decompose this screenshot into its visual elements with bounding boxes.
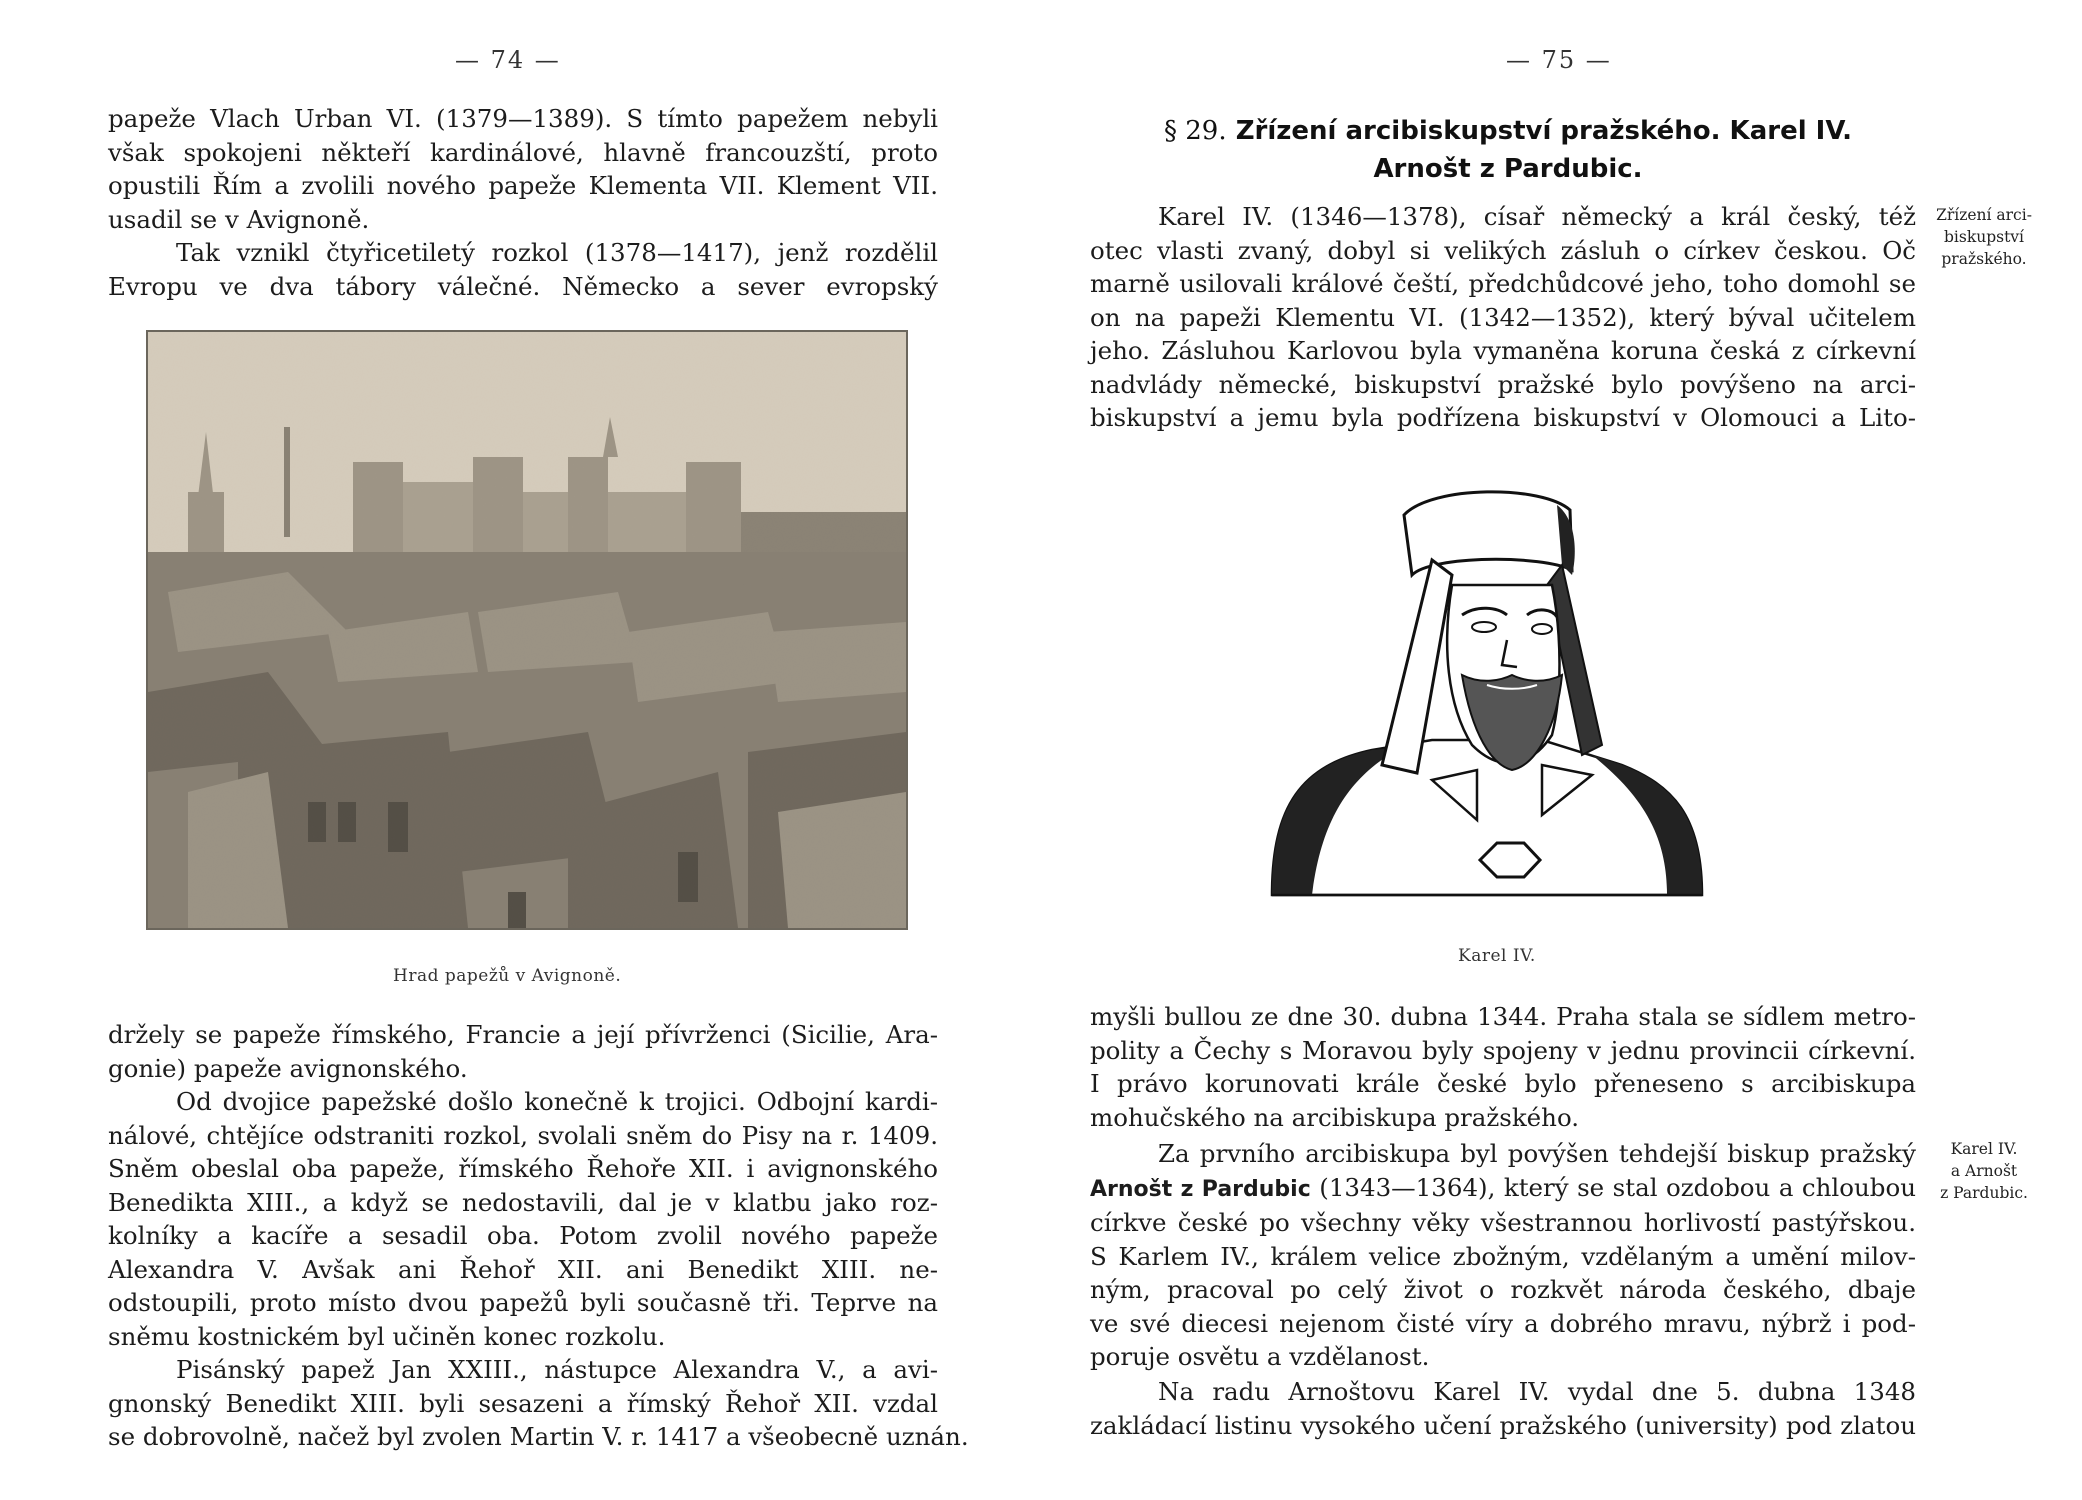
paragraph-1	[108, 102, 938, 236]
margin-note-line: biskupství	[1943, 228, 2025, 246]
text-line: Za prvního arcibiskupa byl povýšen tehdejší biskup pražský	[1158, 1139, 1916, 1168]
text-line: odstoupili, proto místo dvou papežů byli současně tři. Teprve na	[108, 1288, 938, 1317]
margin-note-line: pražského.	[1941, 250, 2027, 268]
paragraph-r3	[1090, 1137, 1916, 1374]
text-line: Tak vznikl čtyřicetiletý rozkol (1378—1417), jenž rozdělil	[176, 238, 938, 267]
text-line: Od dvojice papežské došlo konečně k trojici. Odbojní kardi-	[176, 1087, 938, 1116]
heading-line-1	[1128, 112, 1888, 150]
page-number: — 74 —	[455, 46, 561, 74]
text-line: poruje osvětu a vzdělanost.	[1090, 1342, 1430, 1371]
paragraph-3	[108, 1018, 938, 1085]
text-line: papeže Vlach Urban VI. (1379—1389). S tímto papežem nebyli	[108, 104, 938, 133]
text-fragment: (1343—1364), který se stal ozdobou a chloubou	[1319, 1172, 1916, 1202]
text-line: ve své diecesi nejenom čisté víry a dobrého mravu, nýbrž i pod-	[1090, 1308, 1916, 1338]
text-line: marně usilovali králové čeští, předchůdcové jeho, toho domohl se	[1090, 269, 1916, 298]
text-line: gonie) papeže avignonského.	[108, 1053, 468, 1083]
text-line: Evropu ve dva tábory válečné. Německo a sever evropský	[108, 271, 938, 301]
margin-note-1	[1924, 204, 2044, 270]
text-line: gnonský Benedikt XIII. byli sesazeni a římský Řehoř XII. vzdal	[108, 1388, 938, 1418]
text-line: mohučského na arcibiskupa pražského.	[1090, 1102, 1580, 1132]
text-line: jeho. Zásluhou Karlovou byla vymaněna koruna česká z církevní	[1090, 336, 1916, 365]
text-line: S Karlem IV., králem velice zbožným, vzdělaným a umění milov-	[1090, 1241, 1916, 1271]
text-line: otec vlasti zvaný, dobyl si velikých zásluh o církev českou. Oč	[1090, 235, 1916, 265]
text-line: se dobrovolně, načež byl zvolen Martin V. r. 1417 a všeobecně uznán.	[108, 1422, 969, 1451]
paragraph-4	[108, 1085, 938, 1353]
text-line: myšli bullou ze dne 30. dubna 1344. Praha stala se sídlem metro-	[1090, 1002, 1916, 1031]
text-line: nálové, chtějíce odstraniti rozkol, svolali sněm do Pisy na r. 1409.	[108, 1120, 938, 1150]
portrait-karel-iv-bust	[1262, 475, 1707, 920]
photo-avignon-city	[146, 330, 908, 930]
photo-avignon-illustration	[148, 332, 906, 928]
left-page	[0, 0, 1040, 1500]
paragraph-2	[108, 236, 938, 303]
margin-note-line: Zřízení arci-	[1936, 206, 2032, 224]
text-line: Karel IV. (1346—1378), císař německý a král český, též	[1158, 202, 1916, 231]
text-line: Sněm obeslal oba papeže, římského Řehoře XII. i avignonského	[108, 1154, 938, 1183]
figure-caption: Hrad papežů v Avignoně.	[393, 966, 622, 986]
heading-text: Zřízení arcibiskupství pražského. Karel IV.	[1235, 116, 1852, 146]
page-number: — 75 —	[1506, 46, 1612, 74]
text-line	[1090, 1171, 1916, 1207]
text-line: usadil se v Avignoně.	[108, 204, 370, 234]
bold-name: Arnošt z Pardubic	[1090, 1176, 1311, 1202]
text-line: polity a Čechy s Moravou byly spojeny v jednu provincii církevní.	[1090, 1035, 1916, 1065]
text-line: on na papeži Klementu VI. (1342—1352), který býval učitelem	[1090, 302, 1916, 332]
margin-note-line: z Pardubic.	[1940, 1184, 2028, 1202]
text-line: kolníky a kacíře a sesadil oba. Potom zvolil nového papeže	[108, 1221, 938, 1250]
text-line: opustili Řím a zvolili nového papeže Klementa VII. Klement VII.	[108, 171, 938, 200]
section-mark: § 29.	[1164, 116, 1227, 146]
text-line: Benedikta XIII., a když se nedostavili, dal je v klatbu jako roz-	[108, 1187, 938, 1217]
text-line: Pisánský papež Jan XXIII., nástupce Alexandra V., a avi-	[176, 1355, 938, 1384]
text-line: zakládací listinu vysokého učení pražského (university) pod zlatou	[1090, 1410, 1916, 1440]
portrait-illustration	[1262, 475, 1707, 920]
paragraph-r1	[1090, 200, 1916, 435]
margin-note-line: a Arnošt	[1950, 1162, 2018, 1180]
text-line: nadvlády německé, biskupství pražské bylo povýšeno na arci-	[1090, 369, 1916, 399]
margin-note-line: Karel IV.	[1950, 1140, 2018, 1158]
text-line: I právo korunovati krále české bylo přeneseno s arcibiskupa	[1090, 1069, 1916, 1098]
text-line: však spokojeni někteří kardinálové, hlavně francouzští, proto	[108, 137, 938, 167]
text-line: Alexandra V. Avšak ani Řehoř XII. ani Benedikt XIII. ne-	[108, 1254, 938, 1284]
paragraph-r2	[1090, 1000, 1916, 1134]
text-line: biskupství a jemu byla podřízena biskupství v Olomouci a Lito-	[1090, 403, 1916, 432]
paragraph-r4	[1090, 1375, 1916, 1442]
heading-line-2: Arnošt z Pardubic.	[1373, 154, 1643, 184]
paragraph-5	[108, 1353, 969, 1454]
margin-note-2	[1926, 1138, 2042, 1204]
section-heading	[1128, 112, 1888, 188]
text-line: držely se papeže římského, Francie a její přívrženci (Sicilie, Ara-	[108, 1020, 938, 1049]
text-line: sněmu kostnickém byl učiněn konec rozkolu.	[108, 1321, 666, 1351]
text-line: ným, pracoval po celý život o rozkvět národa českého, dbaje	[1090, 1275, 1916, 1304]
text-line: církve české po všechny věky všestrannou horlivostí pastýřskou.	[1090, 1208, 1916, 1237]
text-line: Na radu Arnoštovu Karel IV. vydal dne 5. dubna 1348	[1158, 1377, 1916, 1406]
figure-caption: Karel IV.	[1458, 946, 1536, 966]
